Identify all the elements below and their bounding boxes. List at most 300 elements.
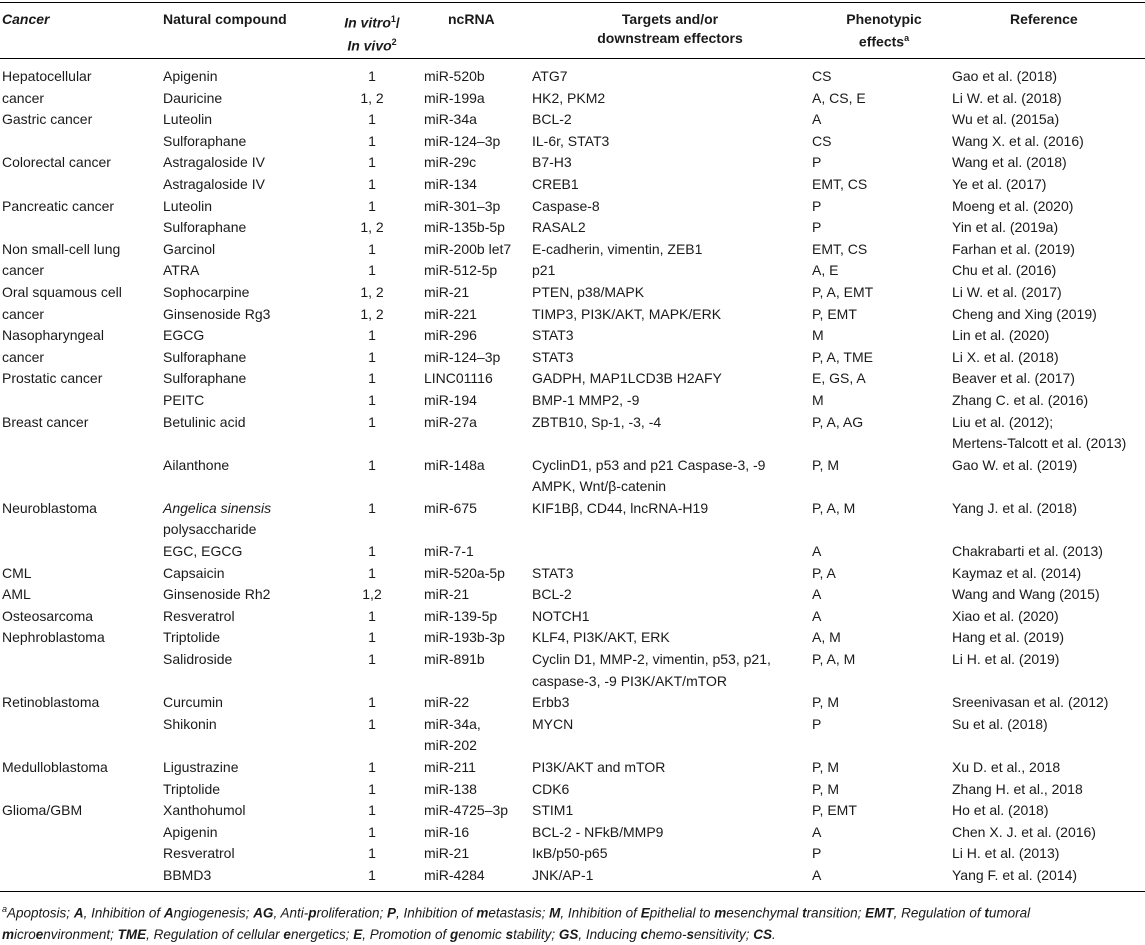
header-in-vitro-in-vivo [328, 10, 416, 55]
targets-cell: BMP-1 MMP2, -9 [532, 391, 640, 408]
cancer-cell: Oral squamous cell [2, 283, 122, 300]
targets-cell: E-cadherin, vimentin, ZEB1 [532, 240, 703, 257]
targets-cell: HK2, PKM2 [532, 89, 606, 106]
cancer-cell: Retinoblastoma [2, 694, 100, 711]
reference-cell: Li X. et al. (2018) [952, 348, 1059, 365]
reference-cell: Kaymaz et al. (2014) [952, 564, 1082, 581]
phenotypic-effects-cell: A [812, 543, 822, 560]
footnote-segment: hemo- [648, 926, 687, 942]
in-vitro-vivo-cell: 1 [368, 175, 376, 192]
header-cancer: Cancer [2, 11, 50, 27]
in-vitro-vivo-cell: 1 [368, 327, 376, 344]
table-top-rule [0, 2, 1145, 3]
compound-cell: Dauricine [163, 89, 223, 106]
in-vitro-vivo-cell: 1 [368, 845, 376, 862]
table-row [0, 757, 1145, 779]
footnote-text [2, 906, 1030, 942]
footnote-segment: umoral [988, 905, 1031, 921]
ncrna-cell: miR-134 [424, 175, 477, 192]
targets-cell: STAT3 [532, 327, 574, 344]
in-vitro-vivo-cell: 1 [368, 543, 376, 560]
header-in-vitro-sup: 1 [390, 14, 396, 24]
table-row [0, 843, 1145, 865]
in-vitro-vivo-cell: 1 [368, 391, 376, 408]
footnote-abbrev: t [984, 905, 989, 921]
cancer-cell: cancer [2, 348, 45, 365]
table-row [0, 714, 1145, 757]
cancer-cell: Glioma/GBM [2, 802, 83, 819]
cancer-cell: Breast cancer [2, 413, 89, 430]
phenotypic-effects-cell: P [812, 845, 822, 862]
reference-cell: Farhan et al. (2019) [952, 240, 1075, 257]
table-row [0, 563, 1145, 585]
compound-cell: PEITC [163, 391, 205, 408]
reference-cell: Cheng and Xing (2019) [952, 305, 1097, 322]
phenotypic-effects-cell: P [812, 715, 822, 732]
footnote-abbrev: A [73, 905, 84, 921]
compound-cell: Triptolide [163, 629, 221, 646]
cancer-cell: cancer [2, 305, 45, 322]
table-row [0, 865, 1145, 887]
footnote-segment: icro [14, 926, 36, 942]
footnote-abbrev: E [353, 926, 363, 942]
footnote-abbrev: TME [117, 926, 147, 942]
ncrna-cell: miR-21 [424, 283, 470, 300]
targets-cell: BCL-2 - NFkB/MMP9 [532, 823, 664, 840]
header-in-vivo-label: In vivo [347, 37, 392, 54]
table-row [0, 88, 1145, 110]
phenotypic-effects-cell: M [812, 391, 824, 408]
table-row [0, 196, 1145, 218]
ncrna-cell: miR-4725–3p [424, 802, 509, 819]
in-vitro-vivo-cell: 1 [368, 607, 376, 624]
compound-cell: Salidroside [163, 651, 233, 668]
compound-cell: BBMD3 [163, 866, 212, 883]
footnote-segment: ransition; [806, 905, 866, 921]
table-row [0, 239, 1145, 261]
table-row [0, 412, 1145, 455]
ncrna-cell: miR-891b [424, 651, 485, 668]
cancer-cell: Osteosarcoma [2, 607, 94, 624]
reference-cell: Beaver et al. (2017) [952, 370, 1075, 387]
phenotypic-effects-cell: P, M [812, 780, 839, 797]
targets-cell: BCL-2 [532, 586, 572, 603]
footnote-abbrev: s [686, 926, 694, 942]
reference-cell: Sreenivasan et al. (2012) [952, 694, 1109, 711]
compound-cell: Resveratrol [163, 607, 235, 624]
compound-cell: Angelica sinensis polysaccharide [163, 499, 272, 538]
in-vitro-vivo-cell: 1 [368, 370, 376, 387]
ncrna-cell: miR-148a [424, 456, 485, 473]
reference-cell: Su et al. (2018) [952, 715, 1048, 732]
compound-cell: Ailanthone [163, 456, 230, 473]
compound-cell: Luteolin [163, 111, 213, 128]
table-row [0, 304, 1145, 326]
in-vitro-vivo-cell: 1 [368, 802, 376, 819]
table-row [0, 131, 1145, 153]
phenotypic-effects-cell: P, A [812, 564, 836, 581]
footnote-segment: , Regulation of [893, 905, 985, 921]
reference-cell: Chakrabarti et al. (2013) [952, 543, 1103, 560]
cancer-cell: Gastric cancer [2, 111, 93, 128]
phenotypic-effects-cell: A, CS, E [812, 89, 866, 106]
targets-cell: RASAL2 [532, 219, 586, 236]
reference-cell: Yin et al. (2019a) [952, 219, 1059, 236]
compound-cell: Betulinic acid [163, 413, 246, 430]
phenotypic-effects-cell: P, M [812, 694, 839, 711]
ncrna-cell: miR-34a, miR-202 [424, 715, 481, 754]
phenotypic-effects-cell: A [812, 111, 822, 128]
compound-cell: Sulforaphane [163, 370, 247, 387]
footnote-segment: , Promotion of [362, 926, 451, 942]
phenotypic-effects-cell: P, M [812, 456, 839, 473]
phenotypic-effects-cell: P, A, M [812, 499, 856, 516]
table-row [0, 66, 1145, 88]
compound-cell: Ginsenoside Rg3 [163, 305, 271, 322]
footnote-abbrev: AG [253, 905, 274, 921]
phenotypic-effects-cell: P [812, 154, 822, 171]
in-vitro-vivo-cell: 1 [368, 154, 376, 171]
reference-cell: Li W. et al. (2018) [952, 89, 1062, 106]
cancer-cell: Neuroblastoma [2, 499, 97, 516]
ncrna-cell: miR-124–3p [424, 132, 501, 149]
footnote-segment: roliferation; [316, 905, 387, 921]
footnote-abbrev: M [549, 905, 561, 921]
reference-cell: Liu et al. (2012); Mertens-Talcott et al. (2013) [952, 413, 1127, 452]
footnote-segment: pithelial to [649, 905, 715, 921]
targets-cell: CREB1 [532, 175, 579, 192]
phenotypic-effects-cell: P, EMT [812, 305, 857, 322]
targets-cell: PTEN, p38/MAPK [532, 283, 645, 300]
phenotypic-effects-cell: A, E [812, 262, 839, 279]
header-pheno-sup: a [904, 33, 910, 43]
reference-cell: Lin et al. (2020) [952, 327, 1050, 344]
header-reference: Reference [1010, 11, 1078, 27]
cancer-cell: CML [2, 564, 32, 581]
compound-cell: Astragaloside IV [163, 154, 265, 171]
footnote-abbrev: GS [558, 926, 579, 942]
compound-cell: Sulforaphane [163, 132, 247, 149]
cancer-cell: Non small-cell lung [2, 240, 121, 257]
footnote-segment: esenchymal [726, 905, 803, 921]
reference-cell: Chu et al. (2016) [952, 262, 1057, 279]
targets-cell: IL-6r, STAT3 [532, 132, 610, 149]
ncrna-cell: miR-675 [424, 499, 477, 516]
reference-cell: Xu D. et al., 2018 [952, 759, 1061, 775]
in-vitro-vivo-cell: 1 [368, 629, 376, 646]
table-row [0, 498, 1145, 541]
cancer-cell: Pancreatic cancer [2, 197, 115, 214]
ncrna-cell: miR-200b let7 [424, 240, 512, 257]
cancer-cell: Nephroblastoma [2, 629, 105, 646]
table-bottom-rule [0, 891, 1145, 892]
table-row [0, 347, 1145, 369]
footnote-abbrev: g [450, 926, 459, 942]
cancer-cell: Nasopharyngeal [2, 327, 104, 344]
footnote-abbrev: E [640, 905, 650, 921]
cancer-cell: Prostatic cancer [2, 370, 103, 387]
table-row [0, 282, 1145, 304]
compound-cell: Capsaicin [163, 564, 225, 581]
targets-cell: GADPH, MAP1LCD3B H2AFY [532, 370, 722, 387]
table-row [0, 260, 1145, 282]
header-in-vivo-sup: 2 [391, 36, 397, 47]
ncrna-cell: miR-34a [424, 111, 477, 128]
targets-cell: Cyclin D1, MMP-2, vimentin, p53, p21, caspase-3, -9 PI3K/AKT/mTOR [532, 651, 771, 689]
in-vitro-vivo-cell: 1 [368, 694, 376, 711]
compound-italic-name: Angelica sinensis [163, 499, 272, 516]
phenotypic-effects-cell: E, GS, A [812, 370, 866, 387]
ncrna-cell: miR-16 [424, 823, 470, 840]
table-row [0, 217, 1145, 239]
reference-cell: Gao W. et al. (2019) [952, 456, 1078, 473]
reference-cell: Zhang H. et al., 2018 [952, 780, 1083, 797]
in-vitro-vivo-cell: 1 [368, 262, 376, 279]
reference-cell: Wu et al. (2015a) [952, 111, 1060, 128]
footnote-segment: enomic [458, 926, 506, 942]
footnote-abbrev: e [283, 926, 291, 942]
targets-cell: Erbb3 [532, 694, 570, 711]
compound-cell: Apigenin [163, 823, 218, 840]
compound-cell: Shikonin [163, 715, 217, 732]
table-row [0, 649, 1145, 692]
footnote-abbrev: c [640, 926, 649, 942]
table-row [0, 800, 1145, 822]
reference-cell: Wang and Wang (2015) [952, 586, 1100, 603]
targets-cell: p21 [532, 262, 556, 279]
compound-cell: EGCG [163, 327, 205, 344]
footnote-segment: . [772, 926, 776, 942]
ncrna-cell: miR-520a-5p [424, 564, 505, 581]
targets-cell: B7-H3 [532, 154, 572, 171]
ncrna-cell: miR-21 [424, 845, 470, 862]
header-targets-line1: Targets and/or [621, 11, 719, 27]
reference-cell: Ye et al. (2017) [952, 175, 1047, 192]
header-pheno-line1: Phenotypic [846, 11, 922, 27]
reference-cell: Gao et al. (2018) [952, 68, 1058, 84]
footnote-abbrev: m [476, 905, 489, 921]
table-body [0, 66, 1145, 887]
targets-cell: JNK/AP-1 [532, 866, 594, 883]
footnote-segment: ngiogenesis; [173, 905, 254, 921]
in-vitro-vivo-cell: 1 [368, 413, 376, 430]
in-vitro-vivo-cell: 1 [368, 715, 376, 732]
footnote-segment: nergetics; [290, 926, 354, 942]
in-vitro-vivo-cell: 1 [368, 111, 376, 128]
phenotypic-effects-cell: CS [812, 132, 832, 149]
reference-cell: Hang et al. (2019) [952, 629, 1065, 646]
ncrna-cell: miR-29c [424, 154, 477, 171]
phenotypic-effects-cell: EMT, CS [812, 240, 868, 257]
in-vitro-vivo-cell: 1 [368, 197, 376, 214]
phenotypic-effects-cell: P [812, 197, 822, 214]
phenotypic-effects-cell: P, EMT [812, 802, 857, 819]
phenotypic-effects-cell: A [812, 866, 822, 883]
footnote-abbrev: A [163, 905, 174, 921]
phenotypic-effects-cell: M [812, 327, 824, 344]
reference-cell: Li H. et al. (2019) [952, 651, 1060, 668]
targets-cell: KIF1Bβ, CD44, lncRNA-H19 [532, 499, 709, 516]
table-row [0, 822, 1145, 844]
header-separator: / [395, 14, 400, 31]
phenotypic-effects-cell: P, A, EMT [812, 283, 874, 300]
reference-cell: Chen X. J. et al. (2016) [952, 823, 1096, 840]
targets-cell: ZBTB10, Sp-1, -3, -4 [532, 413, 662, 430]
phenotypic-effects-cell: A [812, 823, 822, 840]
reference-cell: Li W. et al. (2017) [952, 283, 1062, 300]
ncrna-cell: miR-21 [424, 586, 470, 603]
in-vitro-vivo-cell: 1 [368, 564, 376, 581]
footnote-segment: etastasis; [488, 905, 550, 921]
targets-cell: NOTCH1 [532, 607, 590, 624]
in-vitro-vivo-cell: 1,2 [362, 586, 382, 603]
compound-cell: Curcumin [163, 694, 223, 711]
in-vitro-vivo-cell: 1 [368, 348, 376, 365]
footnote-segment: nvironment; [43, 926, 118, 942]
compound-cell: Sophocarpine [163, 283, 250, 300]
cancer-cell: cancer [2, 89, 45, 106]
phenotypic-effects-cell: A [812, 607, 822, 624]
ncrna-cell: miR-27a [424, 413, 477, 430]
footnote-abbrev: t [802, 905, 807, 921]
phenotypic-effects-cell: A [812, 586, 822, 603]
header-phenotypic-effects [826, 10, 942, 52]
ncrna-cell: miR-22 [424, 694, 470, 711]
in-vitro-vivo-cell: 1 [368, 68, 376, 84]
footnote-abbrev: CS [753, 926, 773, 942]
table-row [0, 368, 1145, 390]
ncrna-cell: miR-7-1 [424, 543, 474, 560]
compound-cell: Triptolide [163, 780, 221, 797]
targets-cell: STAT3 [532, 348, 574, 365]
ncrna-cell: miR-520b [424, 68, 485, 84]
ncrna-cell: miR-139-5p [424, 607, 498, 624]
compound-cell: Astragaloside IV [163, 175, 265, 192]
targets-cell: CDK6 [532, 780, 570, 797]
compound-cell: Resveratrol [163, 845, 235, 862]
cancer-cell: AML [2, 586, 31, 603]
in-vitro-vivo-cell: 1, 2 [360, 219, 384, 236]
footnote-abbrev: p [308, 905, 317, 921]
in-vitro-vivo-cell: 1 [368, 132, 376, 149]
table-row [0, 779, 1145, 801]
ncrna-cell: miR-512-5p [424, 262, 498, 279]
targets-cell: BCL-2 [532, 111, 572, 128]
targets-cell: Caspase-8 [532, 197, 600, 214]
in-vitro-vivo-cell: 1 [368, 456, 376, 473]
footnote-segment: , Inhibition of [396, 905, 477, 921]
header-in-vitro-label: In vitro [344, 14, 391, 31]
header-ncrna: ncRNA [448, 11, 495, 27]
targets-cell: ATG7 [532, 68, 568, 84]
in-vitro-vivo-cell: 1, 2 [360, 283, 384, 300]
phenotypic-effects-cell: P, M [812, 759, 839, 775]
ncrna-cell: miR-135b-5p [424, 219, 505, 236]
targets-cell: IκB/p50-p65 [532, 845, 608, 862]
compound-cell: Garcinol [163, 240, 216, 257]
in-vitro-vivo-cell: 1 [368, 780, 376, 797]
ncrna-cell: miR-211 [424, 759, 476, 775]
reference-cell: Wang X. et al. (2016) [952, 132, 1084, 149]
footnote-segment: , Inhibition of [560, 905, 641, 921]
footnote-abbrev: m [2, 926, 15, 942]
compound-cell: Luteolin [163, 197, 213, 214]
table-row [0, 109, 1145, 131]
ncrna-cell: miR-194 [424, 391, 477, 408]
in-vitro-vivo-cell: 1 [368, 866, 376, 883]
targets-cell: STAT3 [532, 564, 574, 581]
compound-cell: ATRA [163, 262, 200, 279]
table-row [0, 606, 1145, 628]
targets-cell: TIMP3, PI3K/AKT, MAPK/ERK [532, 305, 722, 322]
compound-cell: EGC, EGCG [163, 543, 243, 560]
compound-cell: Ginsenoside Rh2 [163, 586, 271, 603]
phenotypic-effects-cell: P, A, AG [812, 413, 864, 430]
targets-cell: MYCN [532, 715, 574, 732]
footnote-segment: ensitivity; [693, 926, 754, 942]
targets-cell: CyclinD1, p53 and p21 Caspase-3, -9 AMPK, Wnt/β-catenin [532, 456, 766, 495]
table-row [0, 390, 1145, 412]
in-vitro-vivo-cell: 1, 2 [360, 305, 384, 322]
phenotypic-effects-cell: P [812, 219, 822, 236]
cancer-cell: Hepatocellular [2, 68, 92, 84]
cancer-cell: Colorectal cancer [2, 154, 111, 171]
ncrna-cell: miR-4284 [424, 866, 485, 883]
in-vitro-vivo-cell: 1 [368, 651, 376, 668]
cancer-cell: Medulloblastoma [2, 759, 108, 775]
footnote-abbrev: e [35, 926, 44, 942]
ncrna-cell: miR-124–3p [424, 348, 501, 365]
footnote-abbrev: P [387, 905, 397, 921]
compound-cell: Sulforaphane [163, 219, 247, 236]
footnote-segment: tability; [513, 926, 559, 942]
reference-cell: Li H. et al. (2013) [952, 845, 1060, 862]
table-row [0, 174, 1145, 196]
ncrna-cell: miR-199a [424, 89, 485, 106]
footnote-abbrev: EMT [865, 905, 894, 921]
header-pheno-line2: effects [858, 33, 905, 50]
header-natural-compound: Natural compound [163, 11, 287, 27]
reference-cell: Moeng et al. (2020) [952, 197, 1074, 214]
table-row [0, 152, 1145, 174]
ncrna-cell: LINC01116 [424, 370, 493, 387]
footnote-segment: , Inducing [578, 926, 641, 942]
footnote-abbrev: m [714, 905, 727, 921]
reference-cell: Yang J. et al. (2018) [952, 499, 1078, 516]
table-row [0, 455, 1145, 498]
targets-cell: STIM1 [532, 802, 574, 819]
in-vitro-vivo-cell: 1 [368, 499, 376, 516]
table-header-rule [0, 58, 1145, 59]
reference-cell: Xiao et al. (2020) [952, 607, 1059, 624]
compound-cell: Apigenin [163, 68, 218, 84]
ncrna-cell: miR-301–3p [424, 197, 501, 214]
ncrna-cell: miR-193b-3p [424, 629, 505, 646]
in-vitro-vivo-cell: 1 [368, 759, 376, 775]
ncrna-cell: miR-138 [424, 780, 477, 797]
compound-cell: Sulforaphane [163, 348, 247, 365]
header-targets-line2: downstream effectors [597, 30, 743, 46]
table-row [0, 692, 1145, 714]
in-vitro-vivo-cell: 1 [368, 240, 376, 257]
phenotypic-effects-cell: EMT, CS [812, 175, 868, 192]
in-vitro-vivo-cell: 1, 2 [360, 89, 384, 106]
table-row [0, 541, 1145, 563]
reference-cell: Zhang C. et al. (2016) [952, 391, 1089, 408]
phenotypic-effects-cell: A, M [812, 629, 841, 646]
footnote-segment: , Inhibition of [83, 905, 164, 921]
reference-cell: Yang F. et al. (2014) [952, 866, 1078, 883]
